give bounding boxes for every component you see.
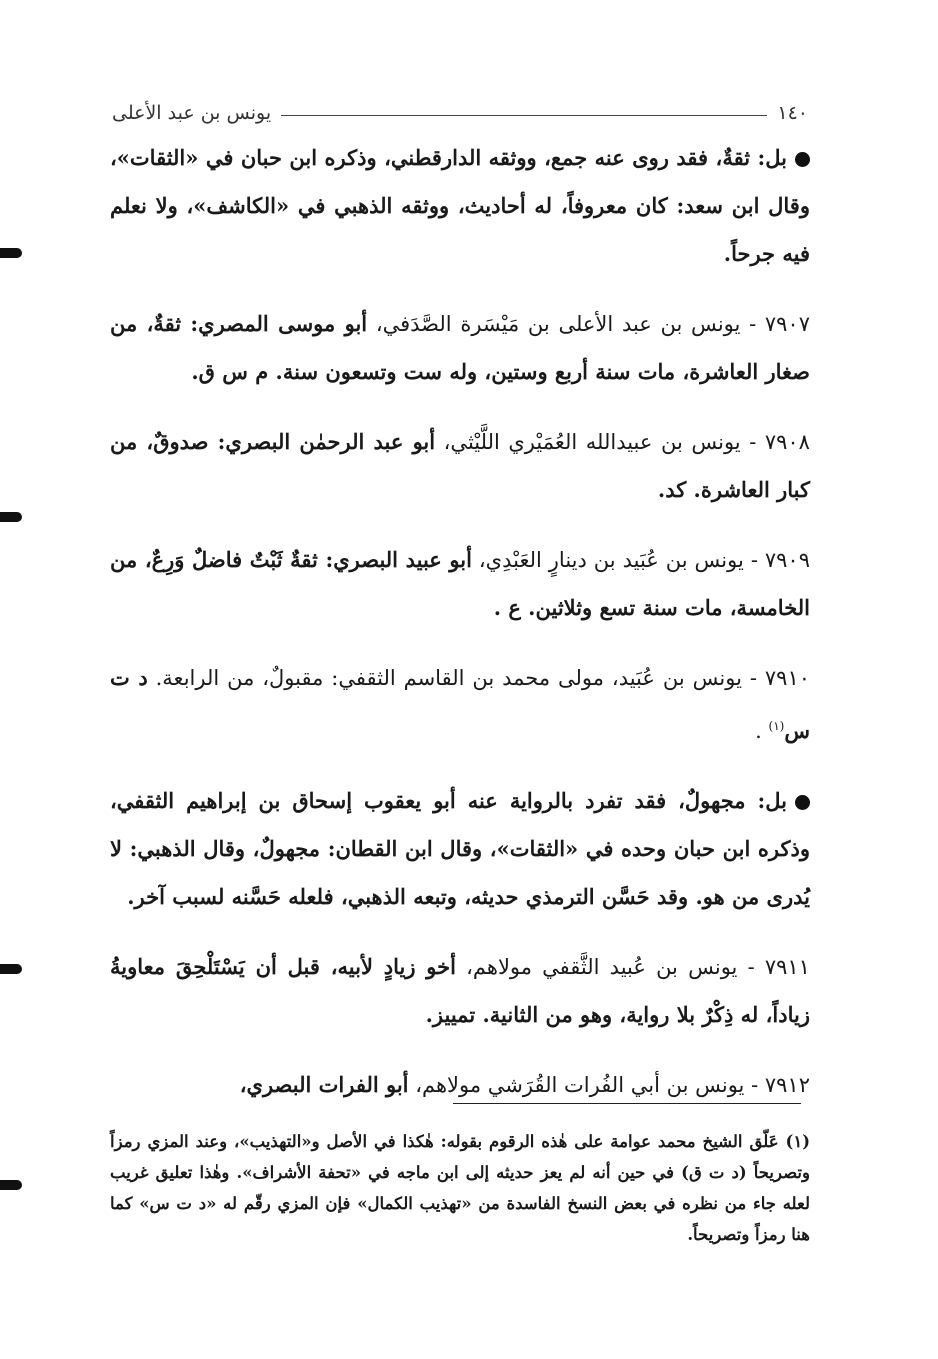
entry-details: أبو الفرات البصري، xyxy=(239,1072,409,1097)
entry-number: ٧٩٠٩ - xyxy=(750,548,810,572)
entry-7912 xyxy=(110,1061,810,1109)
entry-number: ٧٩١١ - xyxy=(747,955,810,979)
bullet-icon xyxy=(795,795,810,810)
entry-7911 xyxy=(110,943,810,1039)
entry-number: ٧٩١٢ - xyxy=(751,1073,810,1097)
entry-7909 xyxy=(110,536,810,632)
running-title: يونس بن عبد الأعلى xyxy=(112,102,272,124)
narrator-name: يونس بن عبيدالله العُمَيْري اللَّيْثي، xyxy=(443,430,741,454)
entry-details: أبو موسى المصري: ثقةٌ، من صغار العاشرة، مات سنة أربع وستين، وله ست وتسعون سنة. م س ق. xyxy=(110,311,810,384)
entry-number: ٧٩٠٨ - xyxy=(749,430,810,454)
running-header xyxy=(112,94,808,124)
entry-details: أخو زيادٍ لأبيه، قبل أن يَسْتَلْحِقَ معاويةُ زياداً، له ذِكْرٌ بلا رواية، وهو من الثانية. تمييز. xyxy=(110,954,810,1027)
paragraph-commentary-1 xyxy=(110,134,810,278)
main-text xyxy=(110,134,810,1121)
header-rule xyxy=(281,115,767,116)
narrator-name: يونس بن أبي الفُرات القُرَشي مولاهم، xyxy=(415,1073,745,1097)
narrator-name: يونس بن عبد الأعلى بن مَيْسَرة الصَّدَفي، xyxy=(375,312,741,336)
entry-details: أبو عبيد البصري: ثقةٌ ثَبْتٌ فاضلٌ وَرِعٌ، من الخامسة، مات سنة تسع وثلاثين. ع . xyxy=(110,547,810,620)
page-edge-mark xyxy=(0,248,22,258)
entry-number: ٧٩١٠ - xyxy=(749,666,811,690)
entry-7907 xyxy=(110,300,810,396)
footnote-ref[interactable]: (١) xyxy=(768,719,785,733)
entry-details: أبو عبد الرحمٰن البصري: صدوقٌ، من كبار العاشرة. كد. xyxy=(110,429,810,502)
entry-end: . xyxy=(755,719,762,743)
footnote-separator xyxy=(453,1103,801,1104)
narrator-name: يونس بن عُبَيد، مولى محمد بن القاسم الثقفي: مقبولٌ، من الرابعة. xyxy=(155,666,742,690)
footnote: (١) عَلّق الشيخ محمد عوامة على هٰذه الرقوم بقوله: هٰكذا في الأصل و«التهذيب»، وعند المزي رمزاً وتصريحاً (د ت ق) في حين أنه لم يعز حديثه إلى ابن ماجه في «تحفة الأشراف». وهٰذا تعليق غريب لعله جاء من نظره في بعض النسخ الفاسدة من «تهذيب الكمال» فإن المزي رقّم له «د ت س» كما هنا رمزاً وتصريحاً. xyxy=(110,1132,810,1244)
page-number: ١٤٠ xyxy=(777,102,808,124)
page-edge-mark xyxy=(0,964,22,974)
entry-7908 xyxy=(110,418,810,514)
narrator-name: يونس بن عُبَيد بن دينارٍ العَبْدِي، xyxy=(478,548,744,572)
entry-7910 xyxy=(110,654,810,755)
narrator-name: يونس بن عُبيد الثَّقفي مولاهم، xyxy=(466,955,738,979)
paragraph-commentary-2 xyxy=(110,777,810,921)
page-edge-mark xyxy=(0,1180,22,1190)
bullet-icon xyxy=(795,152,810,167)
entry-details: د ت س xyxy=(110,665,810,743)
entry-number: ٧٩٠٧ - xyxy=(749,312,810,336)
commentary-text: بل: مجهولٌ، فقد تفرد بالرواية عنه أبو يعقوب إسحاق بن إبراهيم الثقفي، وذكره ابن حبان وحده في «الثقات»، وقال ابن القطان: مجهولٌ، وقال الذهبي: لا يُدرى من هو. وقد حَسَّن الترمذي حديثه، وتبعه الذهبي، فلعله حَسَّنه لسبب آخر. xyxy=(110,788,810,909)
page-edge-mark xyxy=(0,512,22,522)
commentary-text: بل: ثقةٌ، فقد روى عنه جمع، ووثقه الدارقطني، وذكره ابن حبان في «الثقات»، وقال ابن سعد: كان معروفاً، له أحاديث، ووثقه الذهبي في «الكاشف»، ولا نعلم فيه جرحاً. xyxy=(110,145,810,266)
